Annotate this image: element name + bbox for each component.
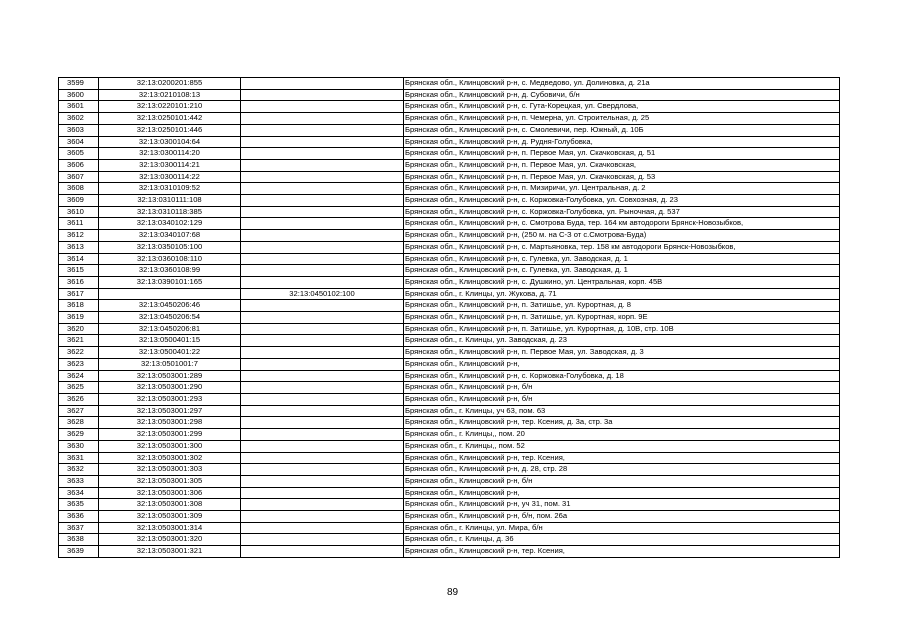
cadastral-number-cell: 32:13:0300114:20 bbox=[99, 148, 241, 160]
row-number-cell: 3608 bbox=[59, 183, 99, 195]
table-row bbox=[59, 230, 840, 242]
row-number-cell: 3601 bbox=[59, 101, 99, 113]
cadastral-number-alt-cell bbox=[241, 195, 404, 207]
table-row bbox=[59, 288, 840, 300]
address-cell: Брянская обл., Клинцовский р-н, тер. Ксения, bbox=[404, 452, 840, 464]
address-cell: Брянская обл., Клинцовский р-н, п. Затишье, ул. Курортная, корп. 9Е bbox=[404, 312, 840, 324]
cadastral-number-alt-cell bbox=[241, 440, 404, 452]
address-cell: Брянская обл., Клинцовский р-н, с. Коржовка-Голубовка, д. 18 bbox=[404, 370, 840, 382]
row-number-cell: 3611 bbox=[59, 218, 99, 230]
row-number-cell: 3605 bbox=[59, 148, 99, 160]
cadastral-number-alt-cell bbox=[241, 534, 404, 546]
table-row bbox=[59, 522, 840, 534]
address-cell: Брянская обл., Клинцовский р-н, п. Чемерна, ул. Строительная, д. 25 bbox=[404, 113, 840, 125]
address-cell: Брянская обл., Клинцовский р-н, п. Затишье, ул. Курортная, д. 8 bbox=[404, 300, 840, 312]
cadastral-number-alt-cell bbox=[241, 347, 404, 359]
cadastral-number-alt-cell bbox=[241, 276, 404, 288]
cadastral-number-alt-cell bbox=[241, 230, 404, 242]
table-row bbox=[59, 393, 840, 405]
address-cell: Брянская обл., Клинцовский р-н, д. 28, стр. 28 bbox=[404, 464, 840, 476]
address-cell: Брянская обл., Клинцовский р-н, с. Смолевичи, пер. Южный, д. 10Б bbox=[404, 124, 840, 136]
row-number-cell: 3627 bbox=[59, 405, 99, 417]
row-number-cell: 3614 bbox=[59, 253, 99, 265]
table-body bbox=[59, 78, 840, 558]
cadastral-number-alt-cell bbox=[241, 358, 404, 370]
row-number-cell: 3618 bbox=[59, 300, 99, 312]
cadastral-number-alt-cell bbox=[241, 429, 404, 441]
cadastral-number-alt-cell bbox=[241, 265, 404, 277]
table-row bbox=[59, 475, 840, 487]
table-row bbox=[59, 101, 840, 113]
table-row bbox=[59, 253, 840, 265]
cadastral-number-cell: 32:13:0503001:309 bbox=[99, 511, 241, 523]
table-row bbox=[59, 89, 840, 101]
table-row bbox=[59, 546, 840, 558]
cadastral-number-cell: 32:13:0200201:855 bbox=[99, 78, 241, 90]
cadastral-number-alt-cell bbox=[241, 159, 404, 171]
cadastral-number-cell: 32:13:0503001:289 bbox=[99, 370, 241, 382]
cadastral-number-cell: 32:13:0503001:290 bbox=[99, 382, 241, 394]
row-number-cell: 3600 bbox=[59, 89, 99, 101]
cadastral-table bbox=[58, 77, 840, 558]
table-row bbox=[59, 159, 840, 171]
cadastral-number-alt-cell bbox=[241, 511, 404, 523]
address-cell: Брянская обл., Клинцовский р-н, п. Первое Мая, ул. Заводская, д. 3 bbox=[404, 347, 840, 359]
table-row bbox=[59, 370, 840, 382]
table-row bbox=[59, 440, 840, 452]
row-number-cell: 3633 bbox=[59, 475, 99, 487]
cadastral-number-cell: 32:13:0450206:54 bbox=[99, 312, 241, 324]
cadastral-number-alt-cell bbox=[241, 405, 404, 417]
cadastral-number-cell: 32:13:0503001:299 bbox=[99, 429, 241, 441]
cadastral-number-alt-cell bbox=[241, 393, 404, 405]
row-number-cell: 3610 bbox=[59, 206, 99, 218]
cadastral-number-alt-cell bbox=[241, 89, 404, 101]
row-number-cell: 3623 bbox=[59, 358, 99, 370]
table-row bbox=[59, 171, 840, 183]
row-number-cell: 3624 bbox=[59, 370, 99, 382]
cadastral-number-alt-cell bbox=[241, 148, 404, 160]
cadastral-number-cell: 32:13:0503001:297 bbox=[99, 405, 241, 417]
cadastral-number-cell: 32:13:0340102:129 bbox=[99, 218, 241, 230]
address-cell: Брянская обл., Клинцовский р-н, д. Субовичи, б/н bbox=[404, 89, 840, 101]
cadastral-number-cell: 32:13:0300114:21 bbox=[99, 159, 241, 171]
cadastral-number-alt-cell bbox=[241, 487, 404, 499]
cadastral-number-alt-cell bbox=[241, 124, 404, 136]
cadastral-number-alt-cell bbox=[241, 218, 404, 230]
address-cell: Брянская обл., Клинцовский р-н, с. Душкино, ул. Центральная, корп. 45В bbox=[404, 276, 840, 288]
cadastral-number-alt-cell bbox=[241, 335, 404, 347]
cadastral-number-cell: 32:13:0310109:52 bbox=[99, 183, 241, 195]
table-row bbox=[59, 300, 840, 312]
cadastral-number-cell: 32:13:0503001:320 bbox=[99, 534, 241, 546]
table-row bbox=[59, 417, 840, 429]
address-cell: Брянская обл., г. Клинцы, ул. Заводская, д. 23 bbox=[404, 335, 840, 347]
address-cell: Брянская обл., Клинцовский р-н, уч 31, пом. 31 bbox=[404, 499, 840, 511]
cadastral-number-alt-cell bbox=[241, 464, 404, 476]
cadastral-number-alt-cell bbox=[241, 323, 404, 335]
address-cell: Брянская обл., г. Клинцы, ул. Жукова, д. 71 bbox=[404, 288, 840, 300]
table-row bbox=[59, 183, 840, 195]
table-row bbox=[59, 148, 840, 160]
cadastral-number-alt-cell bbox=[241, 253, 404, 265]
table-row bbox=[59, 218, 840, 230]
page-number: 89 bbox=[446, 587, 459, 598]
table-row bbox=[59, 265, 840, 277]
cadastral-number-alt-cell bbox=[241, 206, 404, 218]
row-number-cell: 3630 bbox=[59, 440, 99, 452]
cadastral-number-alt-cell bbox=[241, 101, 404, 113]
cadastral-number-cell: 32:13:0501001:7 bbox=[99, 358, 241, 370]
row-number-cell: 3622 bbox=[59, 347, 99, 359]
cadastral-number-alt-cell bbox=[241, 78, 404, 90]
cadastral-number-cell: 32:13:0250101:446 bbox=[99, 124, 241, 136]
table-row bbox=[59, 405, 840, 417]
cadastral-number-cell: 32:13:0300114:22 bbox=[99, 171, 241, 183]
address-cell: Брянская обл., Клинцовский р-н, с. Гулевка, ул. Заводская, д. 1 bbox=[404, 265, 840, 277]
row-number-cell: 3613 bbox=[59, 241, 99, 253]
address-cell: Брянская обл., Клинцовский р-н, с. Коржовка-Голубовка, ул. Совхозная, д. 23 bbox=[404, 195, 840, 207]
cadastral-number-cell: 32:13:0310111:108 bbox=[99, 195, 241, 207]
cadastral-number-alt-cell bbox=[241, 241, 404, 253]
cadastral-number-cell: 32:13:0300104:64 bbox=[99, 136, 241, 148]
table-row bbox=[59, 276, 840, 288]
cadastral-number-cell: 32:13:0503001:302 bbox=[99, 452, 241, 464]
cadastral-number-alt-cell bbox=[241, 300, 404, 312]
address-cell: Брянская обл., Клинцовский р-н, тер. Ксения, bbox=[404, 546, 840, 558]
cadastral-number-cell: 32:13:0360108:110 bbox=[99, 253, 241, 265]
cadastral-number-cell: 32:13:0450206:46 bbox=[99, 300, 241, 312]
cadastral-number-alt-cell bbox=[241, 382, 404, 394]
table-row bbox=[59, 136, 840, 148]
cadastral-number-alt-cell bbox=[241, 370, 404, 382]
table-row bbox=[59, 323, 840, 335]
row-number-cell: 3603 bbox=[59, 124, 99, 136]
cadastral-number-cell: 32:13:0250101:442 bbox=[99, 113, 241, 125]
address-cell: Брянская обл., Клинцовский р-н, д. Рудня-Голубовка, bbox=[404, 136, 840, 148]
address-cell: Брянская обл., г. Клинцы, уч 63, пом. 63 bbox=[404, 405, 840, 417]
cadastral-number-cell: 32:13:0500401:22 bbox=[99, 347, 241, 359]
address-cell: Брянская обл., Клинцовский р-н, bbox=[404, 358, 840, 370]
cadastral-number-alt-cell bbox=[241, 546, 404, 558]
cadastral-number-cell: 32:13:0503001:321 bbox=[99, 546, 241, 558]
cadastral-number-cell: 32:13:0503001:298 bbox=[99, 417, 241, 429]
address-cell: Брянская обл., Клинцовский р-н, с. Гута-Корецкая, ул. Свердлова, bbox=[404, 101, 840, 113]
table-row bbox=[59, 206, 840, 218]
row-number-cell: 3625 bbox=[59, 382, 99, 394]
cadastral-number-alt-cell bbox=[241, 113, 404, 125]
cadastral-number-alt-cell bbox=[241, 136, 404, 148]
address-cell: Брянская обл., Клинцовский р-н, п. Мизиричи, ул. Центральная, д. 2 bbox=[404, 183, 840, 195]
row-number-cell: 3639 bbox=[59, 546, 99, 558]
row-number-cell: 3606 bbox=[59, 159, 99, 171]
row-number-cell: 3637 bbox=[59, 522, 99, 534]
row-number-cell: 3620 bbox=[59, 323, 99, 335]
row-number-cell: 3612 bbox=[59, 230, 99, 242]
cadastral-number-alt-cell bbox=[241, 171, 404, 183]
address-cell: Брянская обл., Клинцовский р-н, б/н bbox=[404, 393, 840, 405]
table-row bbox=[59, 452, 840, 464]
address-cell: Брянская обл., Клинцовский р-н, б/н bbox=[404, 382, 840, 394]
row-number-cell: 3638 bbox=[59, 534, 99, 546]
cadastral-number-cell: 32:13:0503001:293 bbox=[99, 393, 241, 405]
table-row bbox=[59, 335, 840, 347]
table-row bbox=[59, 241, 840, 253]
table-row bbox=[59, 113, 840, 125]
cadastral-number-alt-cell bbox=[241, 183, 404, 195]
table-row bbox=[59, 78, 840, 90]
row-number-cell: 3604 bbox=[59, 136, 99, 148]
table-row bbox=[59, 511, 840, 523]
address-cell: Брянская обл., г. Клинцы,, пом. 20 bbox=[404, 429, 840, 441]
row-number-cell: 3599 bbox=[59, 78, 99, 90]
cadastral-number-cell: 32:13:0503001:303 bbox=[99, 464, 241, 476]
row-number-cell: 3609 bbox=[59, 195, 99, 207]
table-row bbox=[59, 124, 840, 136]
row-number-cell: 3619 bbox=[59, 312, 99, 324]
address-cell: Брянская обл., Клинцовский р-н, с. Медведово, ул. Долиновка, д. 21а bbox=[404, 78, 840, 90]
address-cell: Брянская обл., Клинцовский р-н, б/н, пом. 26а bbox=[404, 511, 840, 523]
address-cell: Брянская обл., г. Клинцы, д. 36 bbox=[404, 534, 840, 546]
row-number-cell: 3636 bbox=[59, 511, 99, 523]
cadastral-number-cell: 32:13:0350105:100 bbox=[99, 241, 241, 253]
row-number-cell: 3635 bbox=[59, 499, 99, 511]
address-cell: Брянская обл., Клинцовский р-н, bbox=[404, 487, 840, 499]
row-number-cell: 3621 bbox=[59, 335, 99, 347]
cadastral-number-cell: 32:13:0503001:308 bbox=[99, 499, 241, 511]
row-number-cell: 3616 bbox=[59, 276, 99, 288]
cadastral-number-cell: 32:13:0360108:99 bbox=[99, 265, 241, 277]
table-row bbox=[59, 312, 840, 324]
cadastral-number-cell: 32:13:0390101:165 bbox=[99, 276, 241, 288]
row-number-cell: 3632 bbox=[59, 464, 99, 476]
address-cell: Брянская обл., г. Клинцы, ул. Мира, б/н bbox=[404, 522, 840, 534]
row-number-cell: 3634 bbox=[59, 487, 99, 499]
table-row bbox=[59, 195, 840, 207]
address-cell: Брянская обл., Клинцовский р-н, п. Первое Мая, ул. Скачковская, bbox=[404, 159, 840, 171]
cadastral-number-alt-cell bbox=[241, 499, 404, 511]
row-number-cell: 3628 bbox=[59, 417, 99, 429]
cadastral-number-cell: 32:13:0310118:385 bbox=[99, 206, 241, 218]
cadastral-number-cell: 32:13:0450206:81 bbox=[99, 323, 241, 335]
cadastral-number-alt-cell bbox=[241, 452, 404, 464]
cadastral-number-alt-cell bbox=[241, 417, 404, 429]
address-cell: Брянская обл., Клинцовский р-н, с. Коржовка-Голубовка, ул. Рыночная, д. 537 bbox=[404, 206, 840, 218]
address-cell: Брянская обл., Клинцовский р-н, с. Смотрова Буда, тер. 164 км автодороги Брянск-Новозыбков, bbox=[404, 218, 840, 230]
address-cell: Брянская обл., Клинцовский р-н, с. Гулевка, ул. Заводская, д. 1 bbox=[404, 253, 840, 265]
row-number-cell: 3631 bbox=[59, 452, 99, 464]
row-number-cell: 3626 bbox=[59, 393, 99, 405]
row-number-cell: 3607 bbox=[59, 171, 99, 183]
table-row bbox=[59, 347, 840, 359]
table-row bbox=[59, 464, 840, 476]
cadastral-number-cell: 32:13:0503001:314 bbox=[99, 522, 241, 534]
cadastral-number-cell: 32:13:0500401:15 bbox=[99, 335, 241, 347]
cadastral-number-cell bbox=[99, 288, 241, 300]
cadastral-number-alt-cell bbox=[241, 475, 404, 487]
address-cell: Брянская обл., Клинцовский р-н, п. Первое Мая, ул. Скачковская, д. 53 bbox=[404, 171, 840, 183]
cadastral-number-alt-cell bbox=[241, 522, 404, 534]
table-row bbox=[59, 429, 840, 441]
cadastral-number-cell: 32:13:0220101:210 bbox=[99, 101, 241, 113]
cadastral-number-cell: 32:13:0503001:306 bbox=[99, 487, 241, 499]
address-cell: Брянская обл., Клинцовский р-н, с. Мартьяновка, тер. 158 км автодороги Брянск-Новозыбков, bbox=[404, 241, 840, 253]
table-row bbox=[59, 487, 840, 499]
row-number-cell: 3602 bbox=[59, 113, 99, 125]
address-cell: Брянская обл., Клинцовский р-н, п. Затишье, ул. Курортная, д. 10В, стр. 10В bbox=[404, 323, 840, 335]
table-row bbox=[59, 499, 840, 511]
row-number-cell: 3629 bbox=[59, 429, 99, 441]
address-cell: Брянская обл., Клинцовский р-н, (250 м. на С-З от с.Смотрова-Буда) bbox=[404, 230, 840, 242]
table-row bbox=[59, 358, 840, 370]
cadastral-number-cell: 32:13:0503001:300 bbox=[99, 440, 241, 452]
address-cell: Брянская обл., Клинцовский р-н, п. Первое Мая, ул. Скачковская, д. 51 bbox=[404, 148, 840, 160]
cadastral-number-cell: 32:13:0503001:305 bbox=[99, 475, 241, 487]
cadastral-number-alt-cell bbox=[241, 312, 404, 324]
address-cell: Брянская обл., г. Клинцы,, пом. 52 bbox=[404, 440, 840, 452]
cadastral-number-cell: 32:13:0210108:13 bbox=[99, 89, 241, 101]
row-number-cell: 3617 bbox=[59, 288, 99, 300]
cadastral-number-cell: 32:13:0340107:68 bbox=[99, 230, 241, 242]
address-cell: Брянская обл., Клинцовский р-н, б/н bbox=[404, 475, 840, 487]
row-number-cell: 3615 bbox=[59, 265, 99, 277]
table-row bbox=[59, 382, 840, 394]
table-row bbox=[59, 534, 840, 546]
address-cell: Брянская обл., Клинцовский р-н, тер. Ксения, д. 3а, стр. 3а bbox=[404, 417, 840, 429]
cadastral-number-alt-cell: 32:13:0450102:100 bbox=[241, 288, 404, 300]
